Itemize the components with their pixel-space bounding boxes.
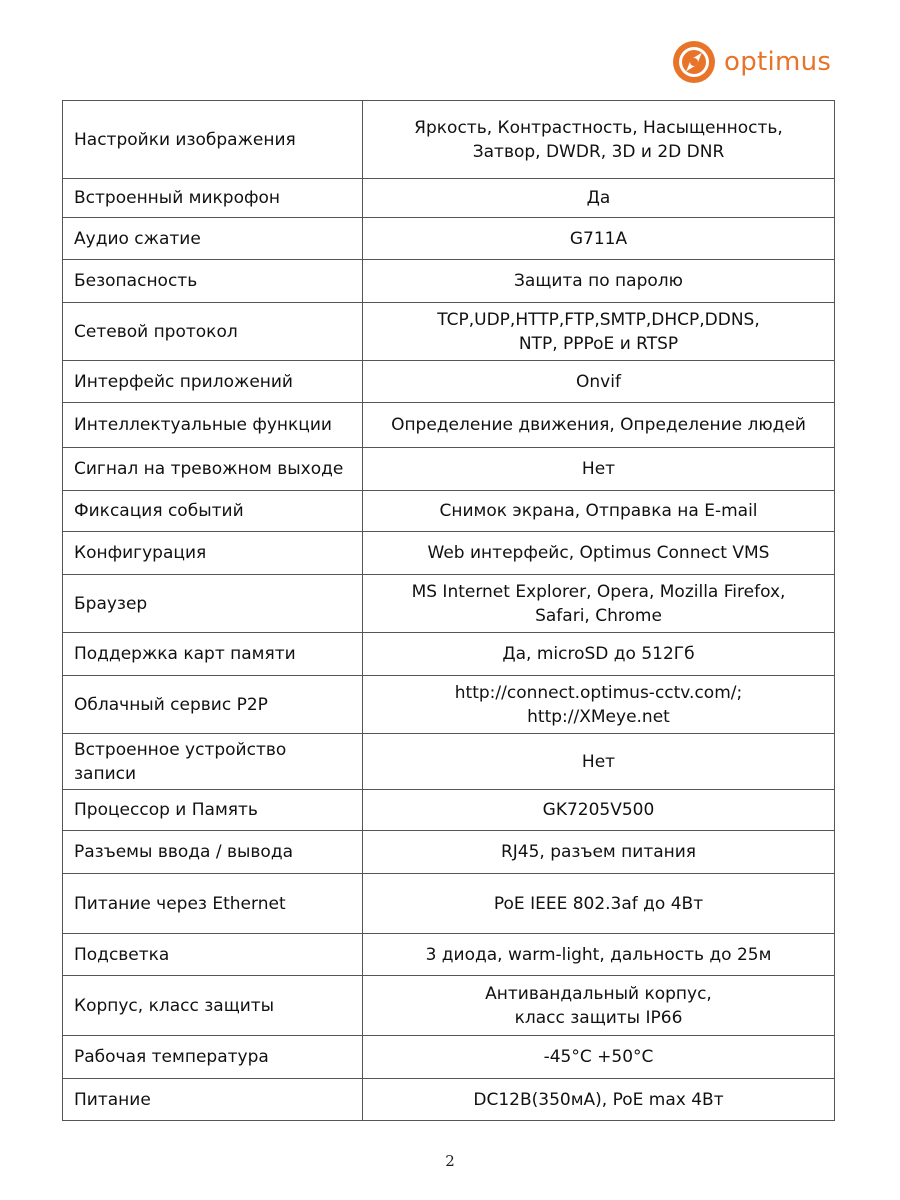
- spec-label: Настройки изображения: [63, 101, 363, 179]
- spec-value: PoE IEEE 802.3af до 4Вт: [363, 874, 835, 934]
- spec-value: Да: [363, 179, 835, 218]
- table-row: [63, 874, 835, 934]
- spec-label: Конфигурация: [63, 532, 363, 575]
- spec-value: http://connect.optimus-cctv.com/; http://XMeye.net: [363, 676, 835, 734]
- spec-label: Интерфейс приложений: [63, 361, 363, 403]
- table-row: [63, 790, 835, 831]
- table-row: [63, 260, 835, 303]
- spec-label: Встроенный микрофон: [63, 179, 363, 218]
- spec-label: Корпус, класс защиты: [63, 976, 363, 1036]
- table-row: [63, 575, 835, 633]
- table-row: [63, 934, 835, 976]
- spec-label: Облачный сервис P2P: [63, 676, 363, 734]
- table-row: [63, 218, 835, 260]
- page-number: 2: [445, 1152, 455, 1170]
- spec-value: MS Internet Explorer, Opera, Mozilla Firefox, Safari, Chrome: [363, 575, 835, 633]
- spec-label: Поддержка карт памяти: [63, 633, 363, 676]
- spec-value: Определение движения, Определение людей: [363, 403, 835, 448]
- spec-label: Сетевой протокол: [63, 303, 363, 361]
- spec-label: Питание через Ethernet: [63, 874, 363, 934]
- spec-value: Яркость, Контрастность, Насыщенность, Затвор, DWDR, 3D и 2D DNR: [363, 101, 835, 179]
- spec-value: RJ45, разъем питания: [363, 831, 835, 874]
- spec-label: Встроенное устройство записи: [63, 734, 363, 790]
- spec-label: Подсветка: [63, 934, 363, 976]
- table-row: [63, 1079, 835, 1121]
- spec-value: Web интерфейс, Optimus Connect VMS: [363, 532, 835, 575]
- optimus-logo-icon: [672, 40, 716, 84]
- spec-label: Разъемы ввода / вывода: [63, 831, 363, 874]
- spec-value: -45°C +50°C: [363, 1036, 835, 1079]
- brand-logo: [672, 40, 831, 84]
- brand-name: optimus: [724, 47, 832, 77]
- spec-label: Питание: [63, 1079, 363, 1121]
- spec-value: Снимок экрана, Отправка на E-mail: [363, 491, 835, 532]
- spec-value: TCP,UDP,HTTP,FTP,SMTP,DHCP,DDNS, NTP, PPPoE и RTSP: [363, 303, 835, 361]
- spec-value: Onvif: [363, 361, 835, 403]
- spec-label: Фиксация событий: [63, 491, 363, 532]
- spec-value: 3 диода, warm-light, дальность до 25м: [363, 934, 835, 976]
- spec-label: Рабочая температура: [63, 1036, 363, 1079]
- table-row: [63, 303, 835, 361]
- table-row: [63, 403, 835, 448]
- table-row: [63, 1036, 835, 1079]
- table-row: [63, 734, 835, 790]
- table-row: [63, 831, 835, 874]
- spec-value: Нет: [363, 448, 835, 491]
- spec-value: DC12В(350мА), PoE max 4Вт: [363, 1079, 835, 1121]
- specifications-table: [62, 100, 835, 1121]
- table-row: [63, 101, 835, 179]
- spec-value: Нет: [363, 734, 835, 790]
- spec-value: Да, microSD до 512Гб: [363, 633, 835, 676]
- table-row: [63, 676, 835, 734]
- table-row: [63, 361, 835, 403]
- table-row: [63, 448, 835, 491]
- table-row: [63, 179, 835, 218]
- spec-value: GK7205V500: [363, 790, 835, 831]
- table-row: [63, 491, 835, 532]
- table-row: [63, 976, 835, 1036]
- spec-label: Браузер: [63, 575, 363, 633]
- spec-value: Антивандальный корпус, класс защиты IP66: [363, 976, 835, 1036]
- spec-label: Интеллектуальные функции: [63, 403, 363, 448]
- table-row: [63, 633, 835, 676]
- spec-value: G711A: [363, 218, 835, 260]
- spec-label: Сигнал на тревожном выходе: [63, 448, 363, 491]
- table-row: [63, 532, 835, 575]
- spec-label: Безопасность: [63, 260, 363, 303]
- spec-label: Аудио сжатие: [63, 218, 363, 260]
- spec-value: Защита по паролю: [363, 260, 835, 303]
- spec-label: Процессор и Память: [63, 790, 363, 831]
